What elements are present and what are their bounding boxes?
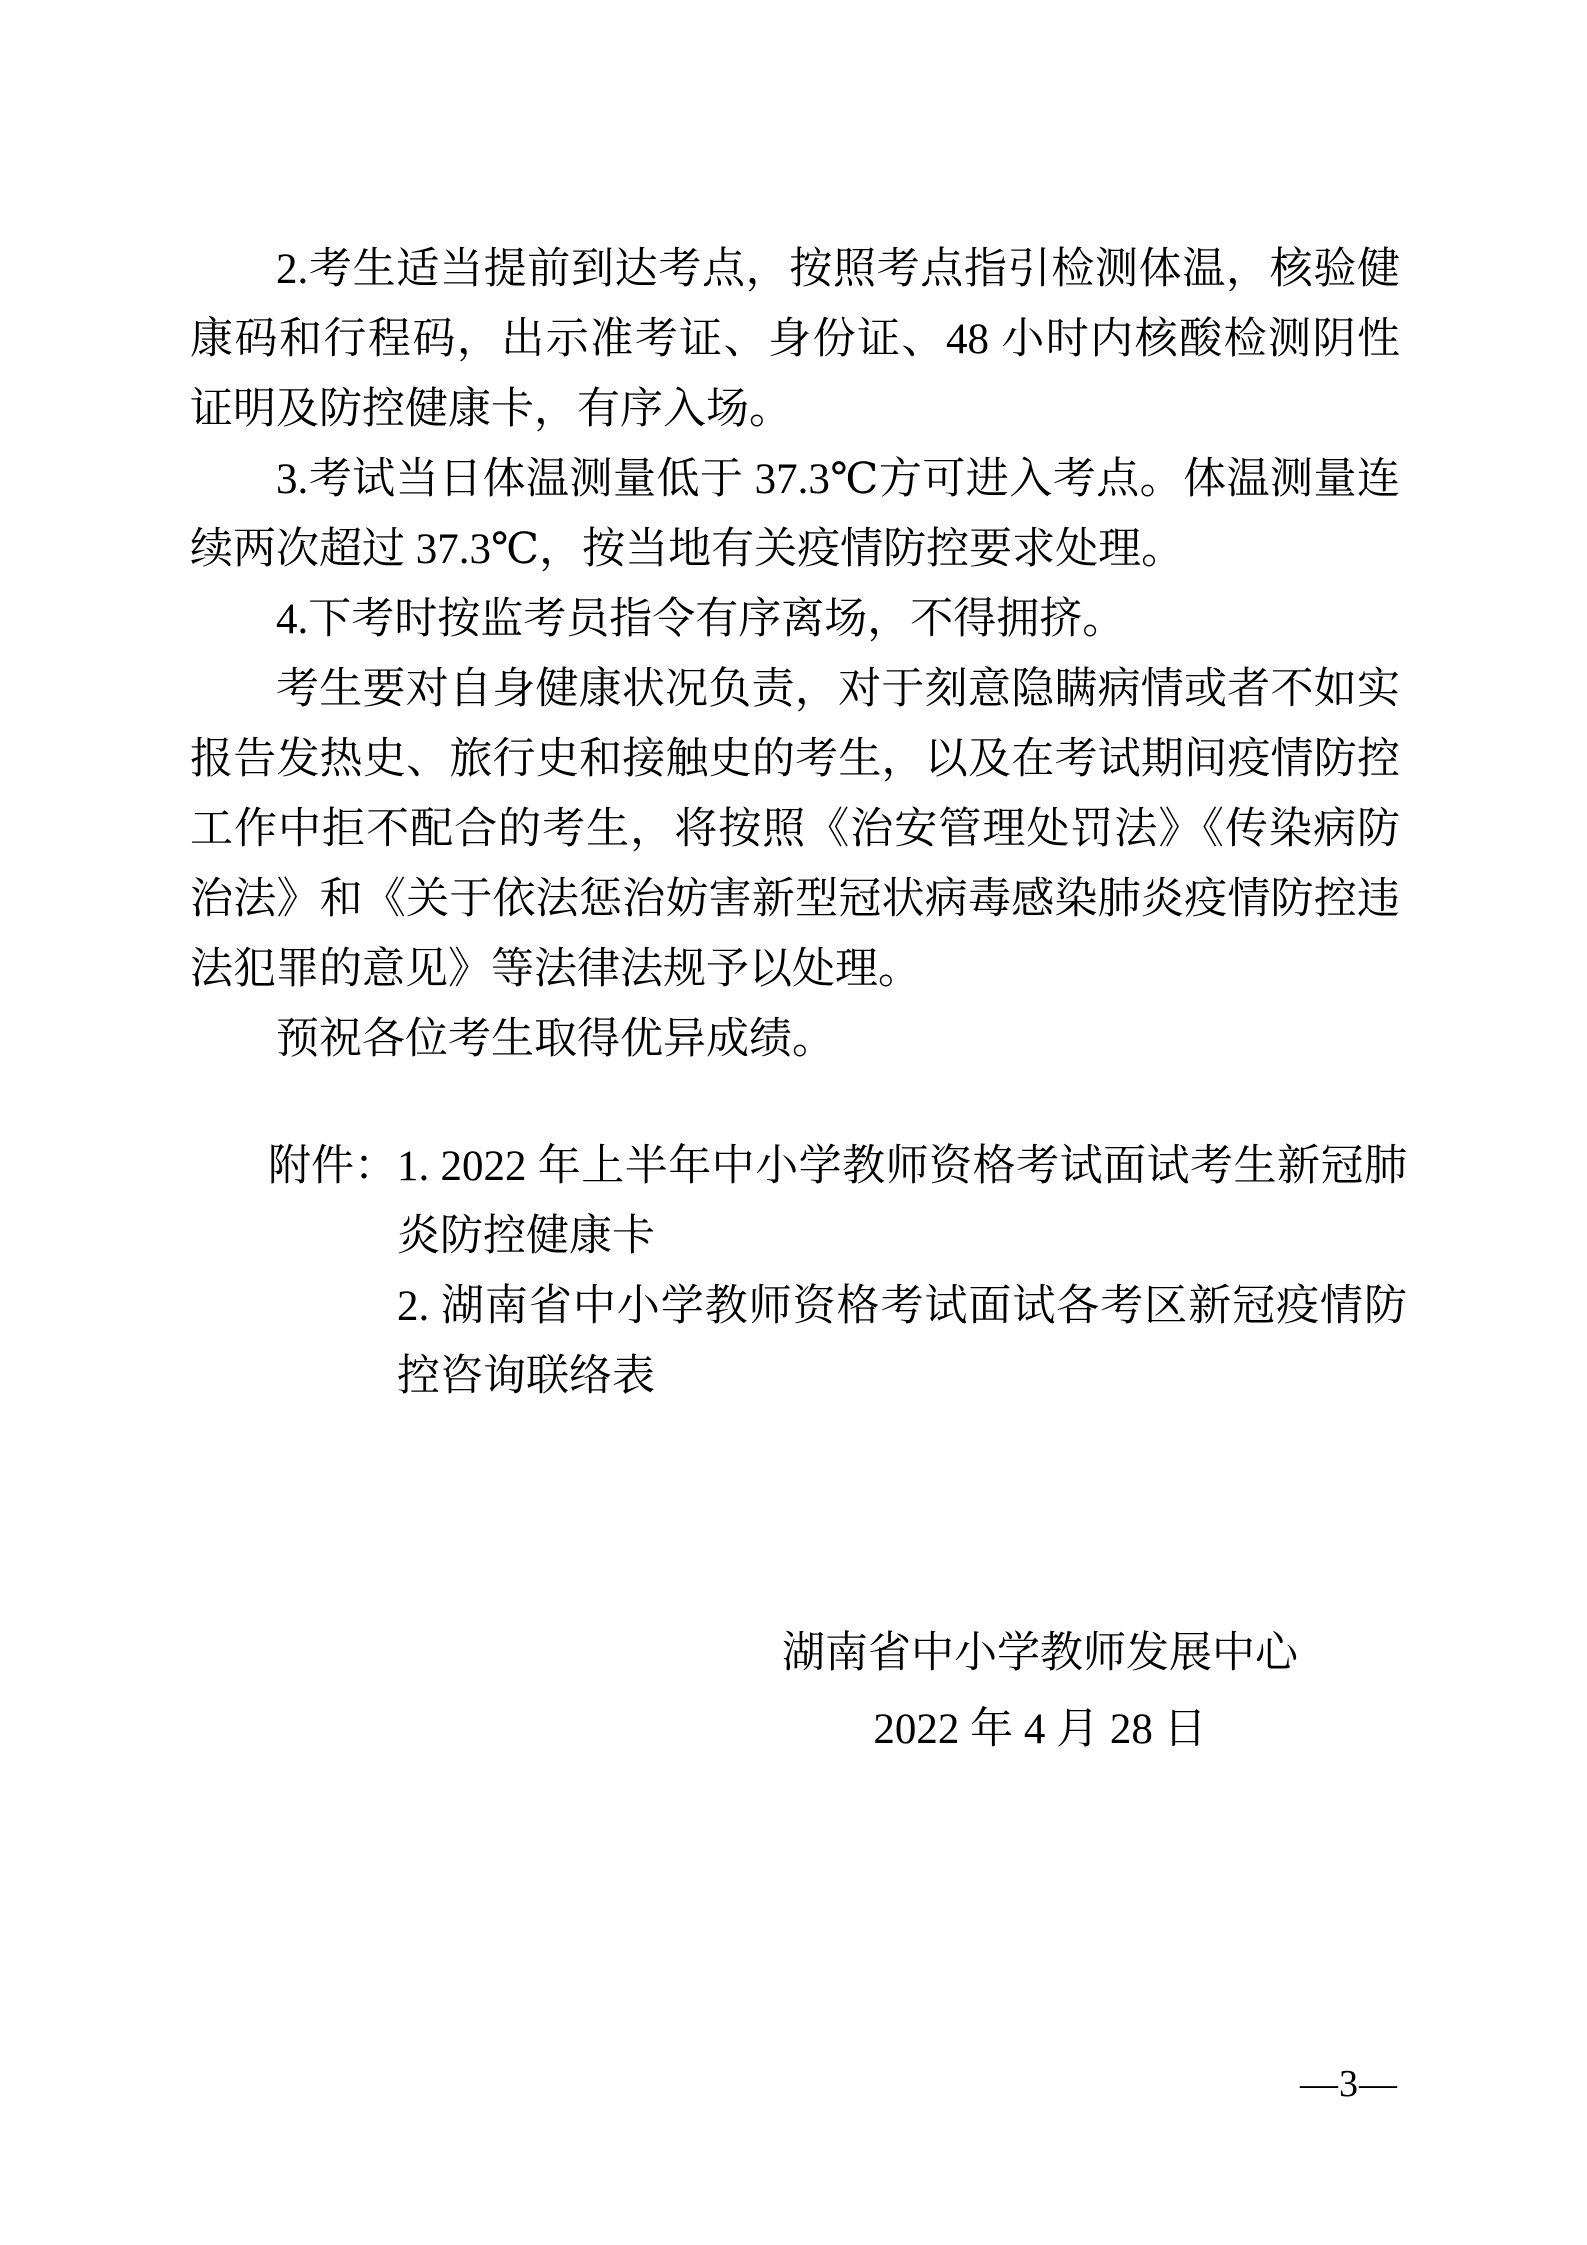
paragraph-arrival-procedure: 2.考生适当提前到达考点，按照考点指引检测体温，核验健康码和行程码，出示准考证、身份证、48 小时内核酸检测阴性证明及防控健康卡，有序入场。 <box>190 246 1400 433</box>
attachments-list <box>397 1132 1407 1412</box>
attachments-section <box>268 1132 1413 1412</box>
document-body <box>190 235 1400 1075</box>
signature-block <box>640 1616 1440 1768</box>
page-number: —3— <box>1300 2063 1398 2105</box>
paragraph-wishes: 预祝各位考生取得优异成绩。 <box>276 1016 835 1063</box>
attachment-item: 2. 湖南省中小学教师资格考试面试各考区新冠疫情防控咨询联络表 <box>397 1283 1407 1400</box>
attachments-label: 附件： <box>268 1143 397 1190</box>
paragraph-health-responsibility: 考生要对自身健康状况负责，对于刻意隐瞒病情或者不如实报告发热史、旅行史和接触史的考生，以及在考试期间疫情防控工作中拒不配合的考生，将按照《治安管理处罚法》《传染病防治法》和《关于依法惩治妨害新型冠状病毒感染肺炎疫情防控违法犯罪的意见》等法律法规予以处理。 <box>190 666 1400 993</box>
attachment-item: 1. 2022 年上半年中小学教师资格考试面试考生新冠肺炎防控健康卡 <box>397 1143 1407 1260</box>
paragraph-exit-rule: 4.下考时按监考员指令有序离场，不得拥挤。 <box>276 596 1126 643</box>
paragraph-temperature-rule: 3.考试当日体温测量低于 37.3℃方可进入考点。体温测量连续两次超过 37.3℃，按当地有关疫情防控要求处理。 <box>190 456 1400 573</box>
signature-date: 2022 年 4 月 28 日 <box>873 1706 1207 1753</box>
signature-organization: 湖南省中小学教师发展中心 <box>782 1630 1298 1677</box>
